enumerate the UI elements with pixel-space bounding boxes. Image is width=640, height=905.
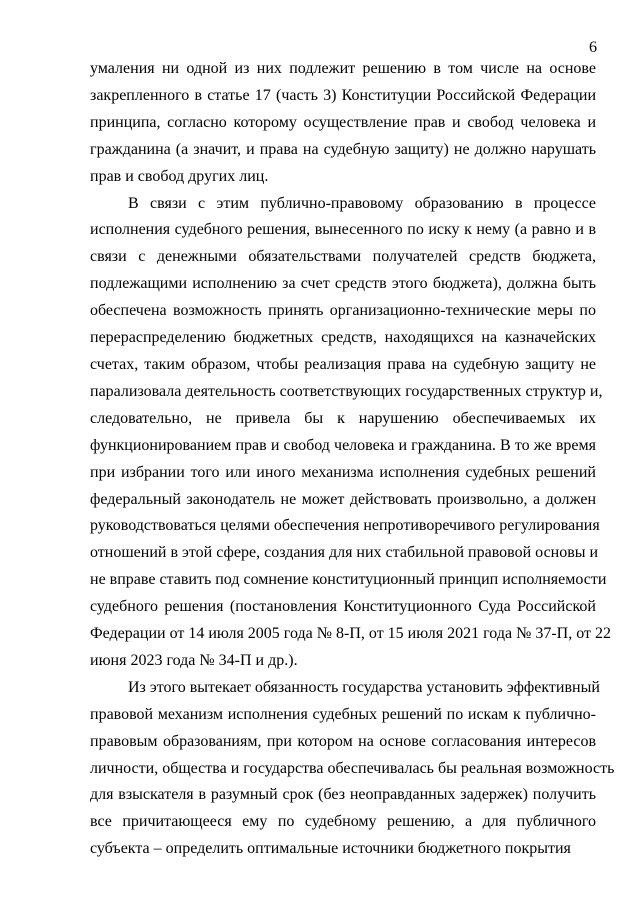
text-line: связи с денежными обязательствами получателей средств бюджета, [90,248,596,266]
paragraph [90,675,615,863]
text-line: прав и свобод других лиц. [90,167,269,185]
text-line: гражданина (а значит, и права на судебную защиту) не должно нарушать [90,140,596,158]
text-line: руководствоваться целями обеспечения непротиворечивого регулирования [90,517,600,535]
document-body [90,56,615,863]
text-line: исполнения судебного решения, вынесенного по иску к нему (а равно и в [90,221,596,239]
text-line: для взыскателя в разумный срок (без неоправданных задержек) получить [90,786,596,804]
text-line: все причитающееся ему по судебному решению, а для публичного [90,813,596,831]
text-line: федеральный законодатель не может действовать произвольно, а должен [90,490,596,508]
text-line: принципа, согласно которому осуществление прав и свобод человека и [90,113,596,131]
text-line: умаления ни одной из них подлежит решению в том числе на основе [90,60,596,77]
text-line: закрепленного в статье 17 (часть 3) Конституции Российской Федерации [90,86,596,104]
text-line: парализовала деятельность соответствующих государственных структур и, [90,382,603,400]
text-line: Федерации от 14 июля 2005 года № 8-П, от 15 июля 2021 года № 37-П, от 22 [90,625,612,643]
text-line: следовательно, не привела бы к нарушению обеспечиваемых их [90,409,596,427]
text-line: судебного решения (постановления Конституционного Суда Российской [90,598,596,616]
text-line: правовым образованиям, при котором на основе согласования интересов [90,732,596,750]
text-line: при избрании того или иного механизма исполнения судебных решений [90,463,596,481]
text-line: подлежащими исполнению за счет средств этого бюджета), должна быть [90,275,596,293]
text-line: Из этого вытекает обязанность государства установить эффективный [128,678,600,696]
text-line: счетах, таким образом, чтобы реализация права на судебную защиту не [90,355,596,373]
text-line: В связи с этим публично-правовому образованию в процессе [128,194,596,212]
text-line: обеспечена возможность принять организационно-технические меры по [90,302,596,320]
text-line: субъекта – определить оптимальные источники бюджетного покрытия [90,840,571,858]
paragraph [90,56,596,191]
page-number: 6 [589,39,597,56]
text-line: перераспределению бюджетных средств, находящихся на казначейских [90,329,596,347]
text-line: функционированием прав и свобод человека и гражданина. В то же время [90,436,596,454]
paragraph [90,191,612,675]
text-line: отношений в этой сфере, создания для них стабильной правовой основы и [90,544,599,562]
text-line: правовой механизм исполнения судебных решений по искам к публично- [90,705,596,723]
text-line: личности, общества и государства обеспечивалась бы реальная возможность [90,759,615,777]
text-line: не вправе ставить под сомнение конституционный принцип исполняемости [90,571,607,589]
text-line: июня 2023 года № 34-П и др.). [90,651,298,669]
